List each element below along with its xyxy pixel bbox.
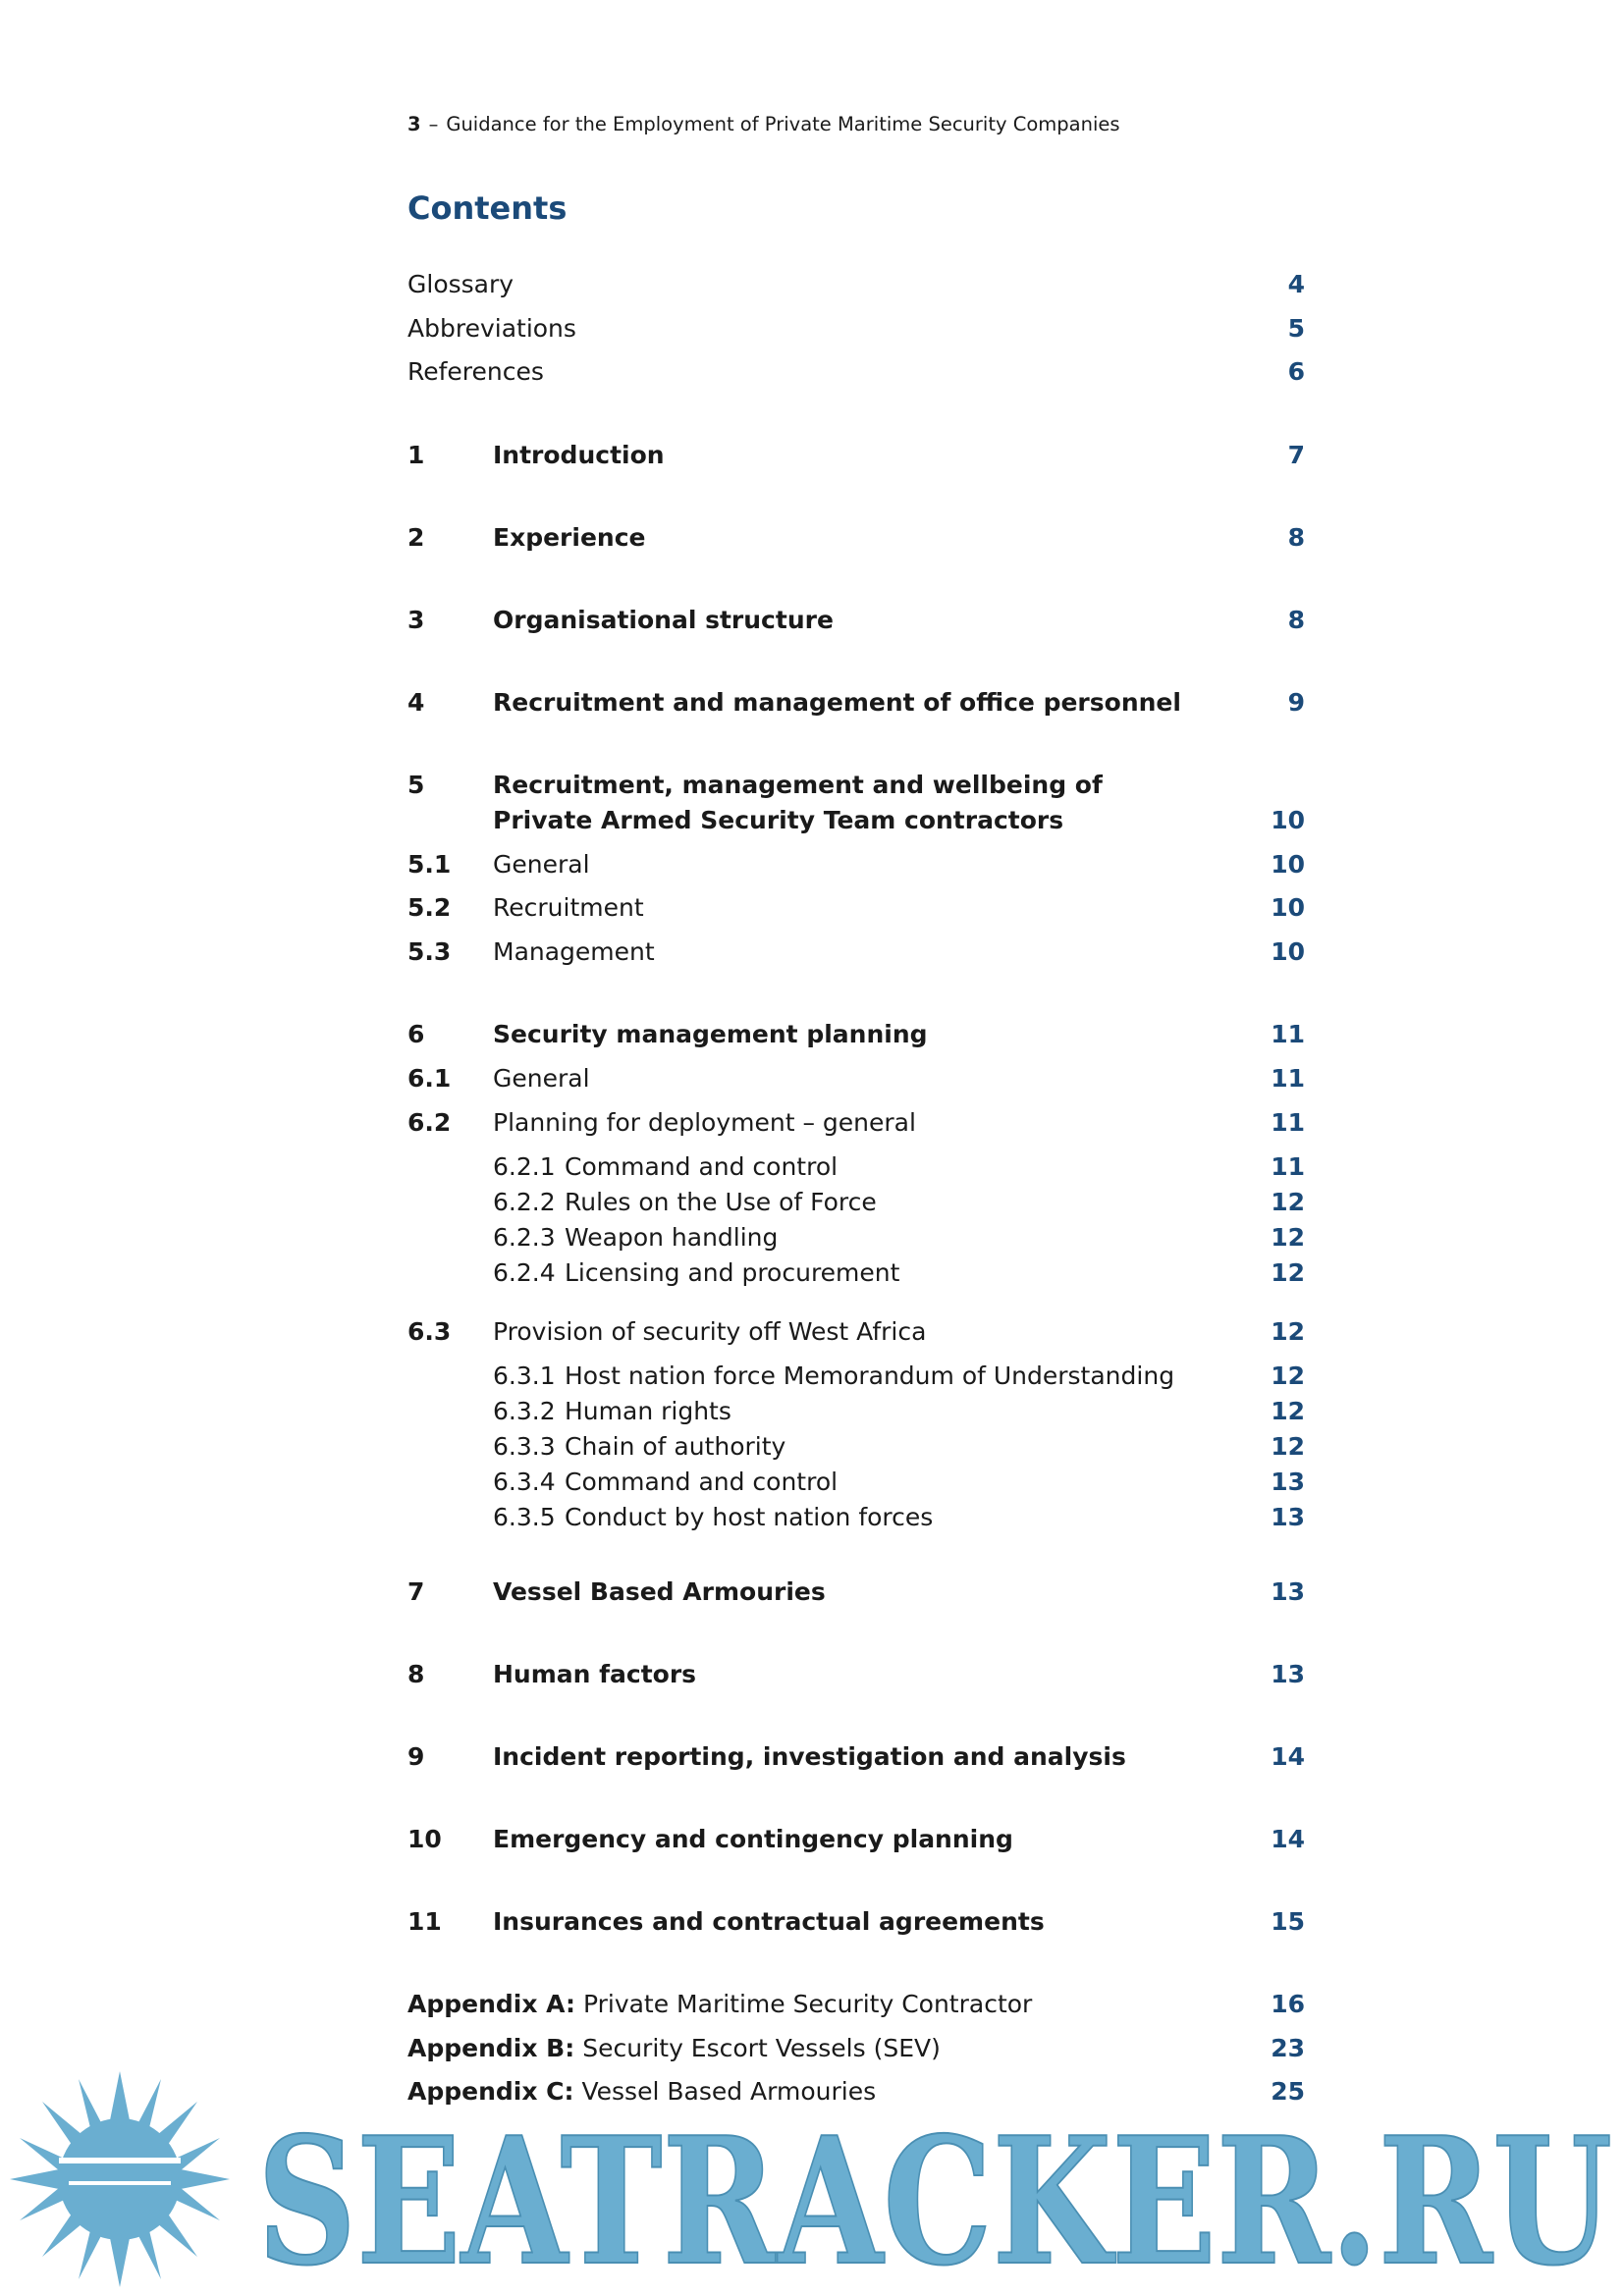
toc-section-number: 6.3.5 — [493, 1503, 556, 1531]
header-separator: – — [428, 113, 439, 135]
toc-entry-title: Recruitment — [493, 893, 644, 922]
toc-section-number: 10 — [407, 1825, 442, 1853]
toc-entry-title: References — [407, 357, 544, 386]
toc-entry-title: Vessel Based Armouries — [493, 1577, 826, 1606]
toc-section-number: 11 — [407, 1907, 442, 1936]
toc-section-number: 5.2 — [407, 893, 452, 922]
toc-page-number: 13 — [1271, 1468, 1305, 1496]
toc-entry-title: Management — [493, 937, 655, 966]
toc-entry-title: Experience — [493, 523, 646, 552]
toc-entry-title: Incident reporting, investigation and analysis — [493, 1742, 1126, 1771]
toc-page-number: 12 — [1271, 1432, 1305, 1461]
toc-page-number: 12 — [1271, 1397, 1305, 1425]
toc-page-number: 12 — [1271, 1188, 1305, 1216]
toc-entry-title: Weapon handling — [565, 1223, 779, 1252]
toc-section-number: 2 — [407, 523, 425, 552]
toc-section-number: 6.3.2 — [493, 1397, 556, 1425]
toc-page-number: 12 — [1271, 1223, 1305, 1252]
toc-entry-title: Human factors — [493, 1660, 697, 1688]
toc-section-number: 6.2.2 — [493, 1188, 556, 1216]
toc-section-number: 6.3.1 — [493, 1362, 556, 1390]
toc-entry-title: Planning for deployment – general — [493, 1108, 916, 1137]
toc-page-number: 11 — [1271, 1064, 1305, 1093]
toc-section-number: 5.3 — [407, 937, 452, 966]
toc-section-number: 6.1 — [407, 1064, 452, 1093]
toc-page-number: 12 — [1271, 1317, 1305, 1346]
toc-entry-title: General — [493, 1064, 590, 1093]
toc-entry-title: Chain of authority — [565, 1432, 786, 1461]
toc-section-number: 3 — [407, 606, 425, 634]
toc-section-number: 1 — [407, 441, 425, 469]
toc-section-number: 6.2.1 — [493, 1152, 556, 1181]
toc-page-number: 25 — [1271, 2077, 1305, 2106]
toc-page-number: 10 — [1271, 850, 1305, 879]
toc-entry-title: Conduct by host nation forces — [565, 1503, 934, 1531]
toc-page-number: 8 — [1287, 523, 1305, 552]
toc-entry-title: Command and control — [565, 1468, 839, 1496]
toc-entry-title: Private Armed Security Team contractors — [493, 806, 1064, 834]
toc-page-number: 7 — [1287, 441, 1305, 469]
toc-page-number: 14 — [1271, 1825, 1305, 1853]
appendix-title: Vessel Based Armouries — [581, 2077, 877, 2106]
toc-entry-title: Human rights — [565, 1397, 731, 1425]
sun-burst-icon — [10, 2071, 230, 2287]
contents-title: Contents — [407, 189, 568, 227]
toc-entry-title: Provision of security off West Africa — [493, 1317, 927, 1346]
toc-entry-title — [407, 1987, 1032, 2022]
toc-entry-title: Recruitment and management of office personnel — [493, 688, 1181, 717]
toc-entry-title: Glossary — [407, 270, 514, 298]
toc-entry-title: Host nation force Memorandum of Understanding — [565, 1362, 1175, 1390]
toc-entry-title: Command and control — [565, 1152, 839, 1181]
toc-section-number: 6 — [407, 1020, 425, 1048]
header-doc-title: Guidance for the Employment of Private Maritime Security Companies — [446, 113, 1120, 135]
toc-entry-title: Emergency and contingency planning — [493, 1825, 1013, 1853]
toc-section-number: 6.2.3 — [493, 1223, 556, 1252]
appendix-label: Appendix A: — [407, 1990, 575, 2018]
watermark-text: SEATRACKER.RU — [257, 2099, 1612, 2296]
toc-page-number: 13 — [1271, 1577, 1305, 1606]
toc-page-number: 8 — [1287, 606, 1305, 634]
toc-section-number: 5.1 — [407, 850, 452, 879]
toc-page-number: 15 — [1271, 1907, 1305, 1936]
toc-page-number: 10 — [1271, 806, 1305, 834]
toc-page-number: 16 — [1271, 1990, 1305, 2018]
toc-page-number: 9 — [1287, 688, 1305, 717]
toc-page-number: 10 — [1271, 893, 1305, 922]
toc-section-number: 7 — [407, 1577, 425, 1606]
toc-page-number: 12 — [1271, 1362, 1305, 1390]
toc-section-number: 9 — [407, 1742, 425, 1771]
toc-page-number: 14 — [1271, 1742, 1305, 1771]
toc-section-number: 8 — [407, 1660, 425, 1688]
toc-entry-title: Introduction — [493, 441, 665, 469]
toc-section-number: 4 — [407, 688, 425, 717]
toc-page-number: 23 — [1271, 2034, 1305, 2062]
toc-page-number: 10 — [1271, 937, 1305, 966]
toc-entry-title: General — [493, 850, 590, 879]
toc-page-number: 11 — [1271, 1020, 1305, 1048]
toc-page-number: 4 — [1287, 270, 1305, 298]
appendix-label: Appendix C: — [407, 2077, 574, 2106]
toc-entry-title: Organisational structure — [493, 606, 834, 634]
toc-section-number: 6.2.4 — [493, 1258, 556, 1287]
running-header — [407, 113, 1120, 135]
toc-section-number: 6.2 — [407, 1108, 452, 1137]
toc-section-number: 6.3.3 — [493, 1432, 556, 1461]
appendix-title: Security Escort Vessels (SEV) — [582, 2034, 941, 2062]
toc-section-number: 6.3 — [407, 1317, 452, 1346]
header-page-number: 3 — [407, 113, 421, 135]
appendix-label: Appendix B: — [407, 2034, 575, 2062]
seatracker-watermark — [0, 2061, 1624, 2296]
toc-page-number: 11 — [1271, 1108, 1305, 1137]
toc-entry-title: Insurances and contractual agreements — [493, 1907, 1045, 1936]
toc-page-number: 11 — [1271, 1152, 1305, 1181]
toc-page-number: 13 — [1271, 1503, 1305, 1531]
toc-section-number: 5 — [407, 771, 425, 799]
toc-entry-title: Rules on the Use of Force — [565, 1188, 877, 1216]
toc-entry-title: Abbreviations — [407, 314, 576, 343]
toc-page-number: 13 — [1271, 1660, 1305, 1688]
toc-page-number: 12 — [1271, 1258, 1305, 1287]
toc-entry-title: Licensing and procurement — [565, 1258, 900, 1287]
toc-entry-title: Recruitment, management and wellbeing of — [493, 771, 1103, 799]
toc-page-number: 5 — [1287, 314, 1305, 343]
toc-entry-title: Security management planning — [493, 1020, 928, 1048]
toc-section-number: 6.3.4 — [493, 1468, 556, 1496]
toc-page-number: 6 — [1287, 357, 1305, 386]
appendix-title: Private Maritime Security Contractor — [582, 1990, 1033, 2018]
